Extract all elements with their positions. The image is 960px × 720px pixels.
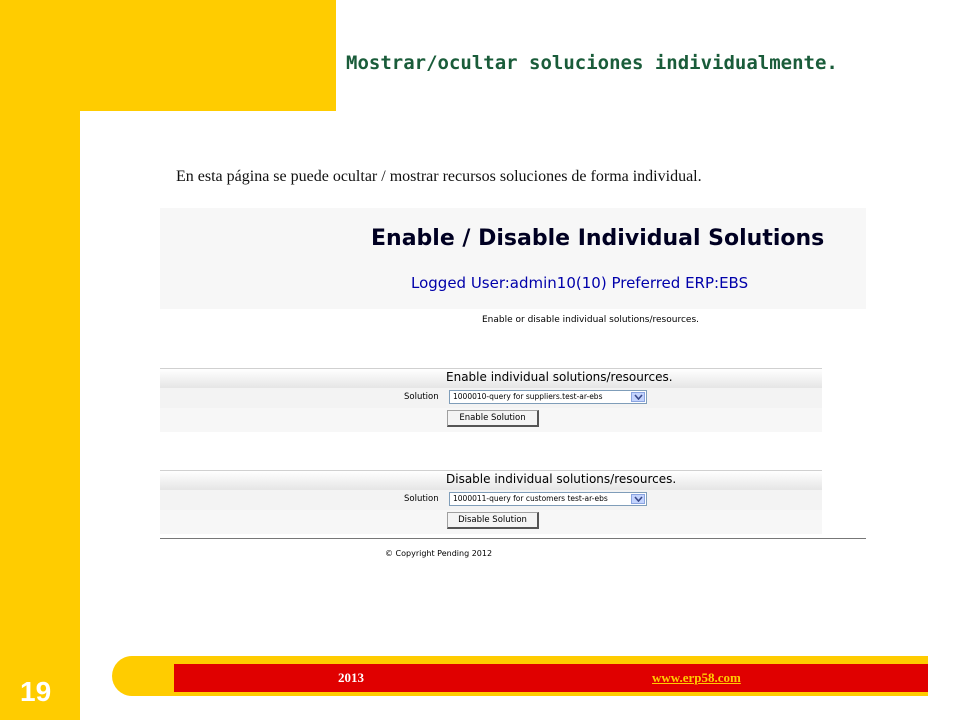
enable-solution-label: Solution	[404, 392, 439, 402]
enable-solution-select[interactable]	[449, 390, 647, 404]
disable-solution-select[interactable]	[449, 492, 647, 506]
page-number: 19	[20, 676, 52, 707]
app-subtitle: Enable or disable individual solutions/resources.	[482, 315, 699, 325]
enable-solution-selected: 1000010-query for suppliers.test-ar-ebs	[453, 392, 603, 401]
app-screenshot	[160, 208, 866, 560]
app-header	[160, 208, 866, 309]
chevron-down-icon[interactable]	[631, 392, 645, 402]
copyright-text: © Copyright Pending 2012	[385, 549, 493, 558]
disable-solution-selected: 1000011-query for customers test-ar-ebs	[453, 494, 608, 503]
disable-solution-label: Solution	[404, 494, 439, 504]
disable-solution-button[interactable]: Disable Solution	[447, 512, 539, 529]
slide-title: Mostrar/ocultar soluciones individualmente.	[346, 52, 838, 74]
slide-top-block	[0, 0, 336, 111]
footer-year: 2013	[338, 670, 364, 685]
footer-red-band	[174, 664, 928, 692]
intro-text: En esta página se puede ocultar / mostrar recursos soluciones de forma individual.	[176, 168, 702, 185]
enable-solution-button[interactable]: Enable Solution	[447, 410, 539, 427]
logged-user-info: Logged User:admin10(10) Preferred ERP:EBS	[411, 274, 749, 292]
footer-divider	[160, 538, 866, 539]
app-title: Enable / Disable Individual Solutions	[371, 226, 825, 251]
chevron-down-icon[interactable]	[631, 494, 645, 504]
footer-website-link[interactable]: www.erp58.com	[652, 670, 741, 685]
enable-section-heading: Enable individual solutions/resources.	[446, 370, 673, 384]
disable-section-heading: Disable individual solutions/resources.	[446, 472, 677, 486]
